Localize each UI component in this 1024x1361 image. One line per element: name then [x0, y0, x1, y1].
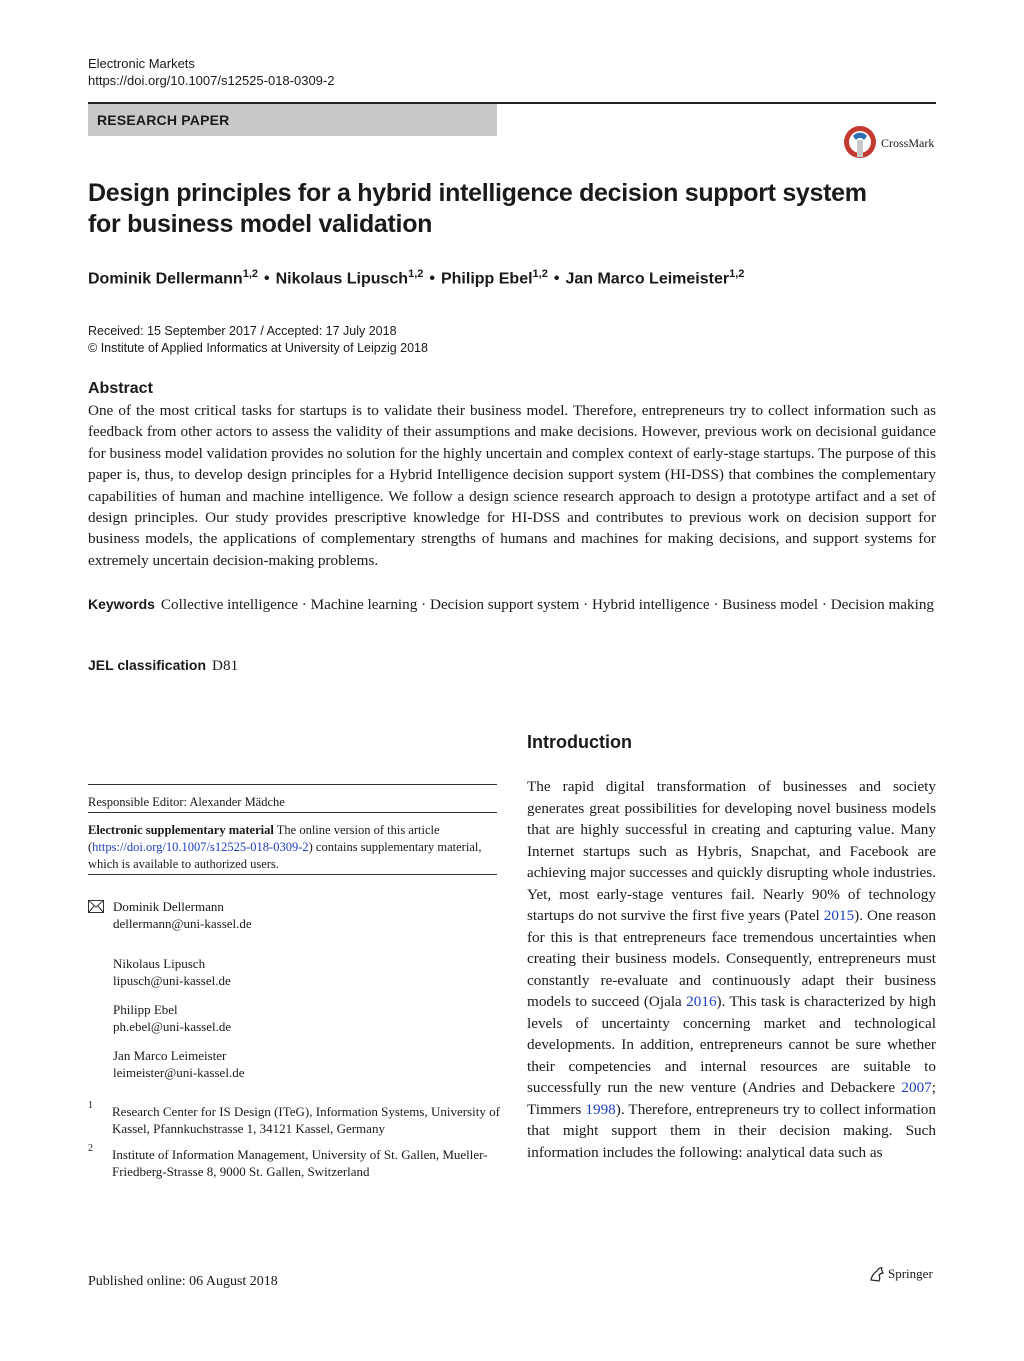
crossmark-badge[interactable] [842, 124, 942, 162]
envelope-icon [88, 900, 104, 913]
introduction-body [527, 776, 936, 1163]
publisher-logo [868, 1265, 948, 1285]
contact-entry [113, 955, 231, 989]
citation-link[interactable]: 2007 [901, 1079, 932, 1096]
paper-title: Design principles for a hybrid intelligence decision support system for business model validation [88, 179, 867, 238]
author-affiliation: 1,2 [532, 268, 548, 280]
affiliation-text: Research Center for IS Design (ITeG), Information Systems, University of Kassel, Pfannkuchstrasse 1, 34121 Kassel, Germany [112, 1104, 500, 1136]
keywords-label: Keywords [88, 596, 155, 612]
responsible-editor: Responsible Editor: Alexander Mädche [88, 795, 285, 809]
author-name: Philipp Ebel [440, 270, 533, 288]
supplementary-label: Electronic supplementary material [88, 823, 274, 837]
publication-dates [88, 323, 428, 357]
affiliation-number: 1 [88, 1100, 93, 1111]
received-accepted: Received: 15 September 2017 / Accepted: 17 July 2018 [88, 324, 397, 338]
publisher-name: Springer [888, 1266, 933, 1281]
journal-name: Electronic Markets [88, 56, 195, 71]
author-affiliation: 1,2 [242, 268, 258, 280]
jel-classification [88, 657, 238, 675]
doi-link[interactable]: https://doi.org/10.1007/s12525-018-0309-2 [88, 73, 335, 88]
contact-email[interactable]: leimeister@uni-kassel.de [113, 1065, 245, 1080]
copyright-icon: © [88, 341, 98, 355]
crossmark-icon [842, 124, 878, 162]
footnote-rule [88, 784, 497, 785]
abstract-body: One of the most critical tasks for startups is to validate their business model. Therefore, entrepreneurs try to collect information such as feedback from other actors to assess the validity of their assumptions and make decisions. However, previous work on decisional guidance for business model validation provides no solution for the highly uncertain and complex context of early-stage startups. The purpose of this paper is, thus, to develop design principles for a Hybrid Intelligence decision support system (HI-DSS) that combines the complementary capabilities of human and machine intelligence. We follow a design science research approach to design a prototype artifact and a set of design principles. Our study provides prescriptive knowledge for HI-DSS and contributes to previous work on decision support for business models, the applications of complementary strengths of humans and machines for making decisions, and support systems for extremely uncertain decision-making problems. [88, 402, 936, 569]
jel-value: D81 [212, 657, 239, 674]
supplementary-link[interactable]: https://doi.org/10.1007/s12525-018-0309-2 [92, 840, 309, 854]
copyright-line [88, 340, 428, 357]
citation-link[interactable]: 1998 [585, 1100, 616, 1118]
contact-email[interactable]: ph.ebel@uni-kassel.de [113, 1019, 232, 1034]
contact-entry [113, 898, 252, 932]
keywords [88, 594, 936, 615]
intro-text-segment: ; Timmers [527, 1079, 936, 1118]
contact-name: Dominik Dellermann [113, 899, 224, 914]
journal-header [88, 55, 334, 89]
contact-entry [113, 1047, 244, 1081]
contact-email[interactable]: dellermann@uni-kassel.de [113, 916, 252, 931]
affiliation-number: 2 [88, 1143, 93, 1154]
jel-label: JEL classification [88, 657, 207, 673]
copyright-text: Institute of Applied Informatics at University of Leipzig 2018 [100, 341, 428, 355]
springer-horse-icon [868, 1265, 886, 1283]
introduction-heading: Introduction [527, 732, 632, 752]
contact-entry [113, 1001, 231, 1035]
contact-name: Nikolaus Lipusch [113, 956, 206, 971]
author-affiliation: 1,2 [408, 268, 424, 280]
paper-type-banner: RESEARCH PAPER [88, 104, 497, 136]
citation-link[interactable]: 2015 [823, 907, 855, 924]
affiliation-text: Institute of Information Management, University of St. Gallen, Mueller-Friedberg-Strasse 8, 9000 St. Gallen, Switzerland [112, 1147, 488, 1179]
contact-name: Philipp Ebel [113, 1002, 178, 1017]
abstract-heading: Abstract [88, 380, 153, 397]
footnote-rule [88, 874, 497, 875]
author-name: Nikolaus Lipusch [275, 270, 409, 288]
contact-name: Jan Marco Leimeister [113, 1048, 227, 1063]
author-name: Jan Marco Leimeister [565, 270, 730, 288]
author-list: Dominik Dellermann$^{1,2}$ • Nikolaus Lipusch$^{1,2}$ • Philipp Ebel$^{1,2}$ • Jan Marco Leimeister$^{1,2}$ [88, 268, 745, 288]
intro-text-segment: ). One reason for this is that entrepreneurs face tremendous uncertainties when creating their business models. Consequently, entrepreneurs must constantly re-evaluate and continuously adapt their business models to succeed (Ojala [527, 907, 936, 1010]
supplementary-text: The online version of this article ( [88, 823, 440, 854]
author-name: Dominik Dellermann [88, 270, 243, 288]
citation-link[interactable]: 2016 [686, 993, 717, 1010]
supplementary-note [88, 822, 497, 873]
keywords-list: Collective intelligence · Machine learning · Decision support system · Hybrid intelligence · Business model · Decision making [160, 596, 935, 613]
intro-text-segment: The rapid digital transformation of businesses and society generates great possibilities for developing novel business models that are highly successful in creating and capturing value. Many Internet startups such as Hybris, Snapchat, and Facebook are achieving major successes and quickly disrupting whole industries. Yet, most early-stage ventures fail. Nearly 90% of technology startups do not survive the first five years (Patel [527, 778, 936, 924]
crossmark-label: CrossMark [881, 136, 935, 150]
footnote-rule [88, 812, 497, 813]
intro-text-segment: ). Therefore, entrepreneurs try to collect information that might support them in their decision making. Such information includes the following: analytical data such as [527, 1100, 936, 1161]
published-online: Published online: 06 August 2018 [88, 1274, 278, 1289]
author-affiliation: 1,2 [729, 268, 745, 280]
supplementary-text: ) contains supplementary material, which is available to authorized users. [88, 840, 482, 871]
contact-email[interactable]: lipusch@uni-kassel.de [113, 973, 231, 988]
intro-text-segment: ). This task is characterized by high levels of uncertainty concerning market and technological developments. In addition, entrepreneurs cannot be sure whether their competencies and internal resources are suitable to successfully run the new venture (Andries and Debackere [527, 993, 936, 1096]
